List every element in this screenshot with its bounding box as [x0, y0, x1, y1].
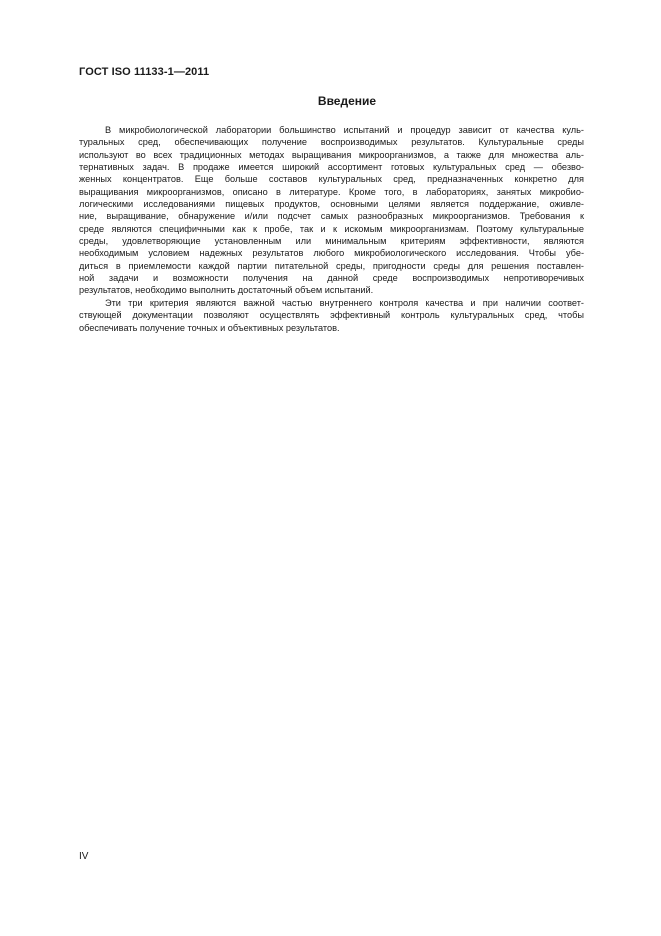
page-number: IV — [79, 851, 89, 862]
text-line: обеспечивать получение точных и объективных результатов. — [79, 322, 340, 333]
text-line: туральных сред, обеспечивающих получение воспроизводимых результатов. Культуральные среды — [79, 137, 584, 148]
introduction-body — [79, 124, 584, 334]
section-title: Введение — [317, 94, 377, 108]
text-line: результатов, необходимо выполнить достаточный объем испытаний. — [79, 285, 374, 296]
text-line: ние, выращивание, обнаружение и/или подсчет самых разнообразных микроорганизмов. Требования к — [79, 211, 584, 222]
text-line: В микробиологической лаборатории большинство испытаний и процедур зависит от качества куль- — [105, 125, 584, 135]
paragraph-1 — [79, 124, 584, 297]
text-line: среде являются специфичными как к пробе, так и к искомым микроорганизмам. Поэтому культуральные — [79, 223, 584, 234]
text-line: женных концентратов. Еще больше составов культуральных сред, предназначенных конкретно для — [79, 174, 584, 185]
text-line: используют во всех традиционных методах выращивания микроорганизмов, а также для множества аль- — [79, 149, 584, 160]
text-line: тернативных задач. В продаже имеется широкий ассортимент готовых культуральных сред — обезво- — [79, 162, 584, 173]
standard-id-header: ГОСТ ISO 11133-1—2011 — [79, 66, 210, 78]
text-line: необходимым условием надежных результатов любого микробиологического исследования. Чтобы убе- — [79, 248, 584, 259]
text-line: ной задачи и возможности получения на данной среде воспроизводимых непротиворечивых — [79, 273, 584, 284]
text-line: среды, удовлетворяющие установленным или минимальным критериям эффективности, являются — [79, 236, 584, 247]
text-line: ствующей документации позволяют осуществлять эффективный контроль культуральных сред, чтобы — [79, 310, 584, 321]
text-line: выращивания микроорганизмов, описано в литературе. Кроме того, в лабораториях, занятых микробио- — [79, 186, 584, 197]
text-line: диться в приемлемости каждой партии питательной среды, пригодности среды для решения поставлен- — [79, 260, 584, 271]
text-line: Эти три критерия являются важной частью внутреннего контроля качества и при наличии соответ- — [105, 297, 584, 308]
paragraph-2 — [79, 297, 584, 334]
text-line: логическими исследованиями пищевых продуктов, основными целями является поддержание, оживле- — [79, 199, 584, 210]
